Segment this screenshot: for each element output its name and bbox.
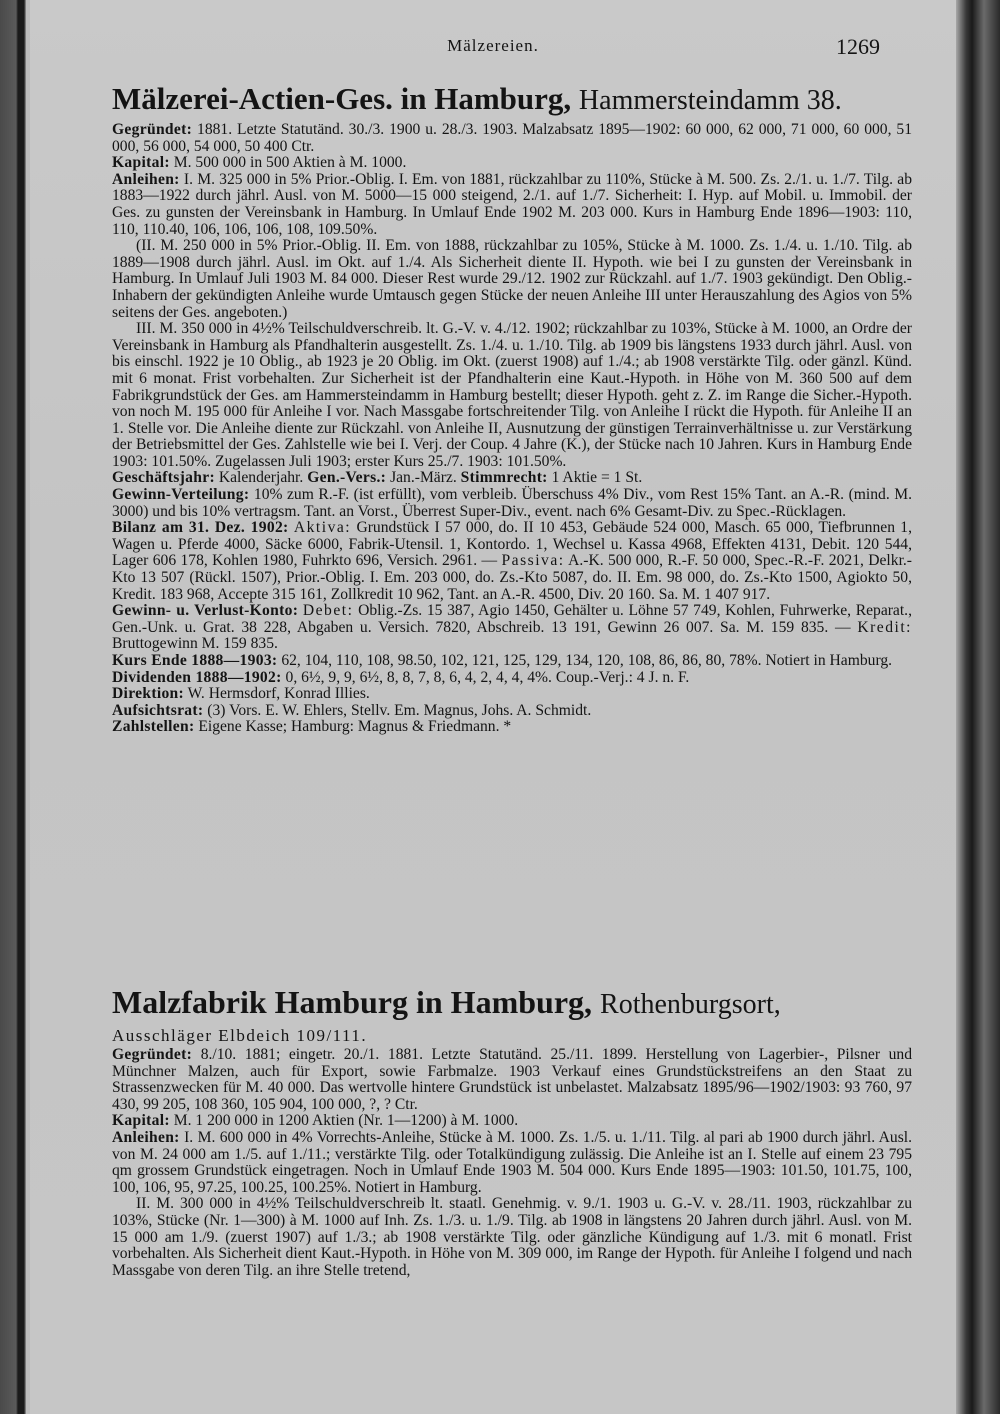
loans-text: I. M. 325 000 in 5% Prior.-Oblig. I. Em. von 1881, rückzahlbar zu 110%, Stücke à M. 500. Zs. 2./1. u. 1./7. Tilg. ab 1883—1922 durch jährl. Ausl. von M. 5000—15 000 steigend, 2./1. auf 1./7. Sicherheit: I. Hyp. auf Mobil. u. Immobil. der Ges. zu gunsten der Vereinsbank in Hamburg. In Umlauf Ende 1902 M. 203 000. Kurs in Hamburg Ende 1896—1903: 110, 110, 110.40, 106, 106, 106, 108, 109.50%.: [112, 170, 912, 238]
company-name: Mälzerei-Actien-Ges. in Hamburg,: [112, 81, 572, 116]
company-title: [112, 80, 912, 120]
scan-binding-edge-left: [0, 0, 26, 1414]
company-address: Hammersteindamm 38.: [578, 85, 842, 116]
running-title: Mälzereien.: [447, 36, 539, 55]
profit-distribution-text: 10% zum R.-F. (ist erfüllt), vom verbleib. Überschuss 4% Div., vom Rest 15% Tant. an A.-R. (mind. M. 3000) und bis 10% vertragsm. Tant. an Vorst., Überrest Super-Div., event. nach 6% Gesamt-Div. zu Spec.-Rücklagen.: [112, 486, 912, 520]
loans-paragraph-2: [112, 1130, 912, 1196]
supervisory-board-label: Aufsichtsrat:: [112, 701, 204, 719]
balance-sheet-label: Bilanz am 31. Dez. 1902:: [112, 519, 289, 537]
company-address-2: Ausschläger Elbdeich 109/111.: [112, 1026, 368, 1045]
credit-text: Bruttogewinn M. 159 835.: [112, 635, 278, 653]
paying-agents-text: Eigene Kasse; Hamburg: Magnus & Friedmann. *: [198, 718, 512, 736]
company-title-2: [112, 982, 912, 1025]
company-entry-malzfabrik-hamburg: [112, 982, 912, 1279]
supervisory-board-paragraph: [112, 703, 912, 720]
loans-text-2: I. M. 600 000 in 4% Vorrechts-Anleihe, Stücke à M. 1000. Zs. 1./5. u. 1./11. Tilg. al pari ab 1900 durch jährl. Ausl. von M. 24 000 am 1./5. auf 1./11.; verstärkte Tilg. oder Totalkündigung zulässig. Die Anleihe ist an I. Stelle auf einem 23 795 qm grossem Grundstück eingetragen. Noch in Umlauf Ende 1903 M. 504 000. Kurs Ende 1895—1903: 101.50, 101.75, 100, 100, 106, 95, 97.25, 100.25, 100.25%. Notiert in Hamburg.: [112, 1128, 912, 1196]
voting-right-label: Stimmrecht:: [460, 469, 548, 487]
voting-right-text: 1 Aktie = 1 St.: [551, 469, 643, 487]
capital-label: Kapital:: [112, 154, 170, 172]
founded-paragraph: [112, 122, 912, 155]
profit-loss-paragraph: [112, 603, 912, 653]
liabilities-label: Passiva:: [501, 552, 565, 570]
fiscal-year-label: Geschäftsjahr:: [112, 469, 215, 487]
capital-text-2: M. 1 200 000 in 1200 Aktien (Nr. 1—1200) à M. 1000.: [173, 1112, 519, 1130]
credit-label: Kredit:: [857, 618, 912, 636]
balance-sheet-paragraph: [112, 520, 912, 603]
running-head: [30, 36, 956, 60]
general-meeting-label: Gen.-Vers.:: [307, 469, 387, 487]
assets-label: Aktiva:: [293, 519, 352, 537]
paying-agents-paragraph: [112, 719, 912, 736]
scan-binding-edge-right: [956, 0, 1000, 1414]
capital-paragraph-2: [112, 1113, 912, 1130]
company-place-2: Rothenburgsort,: [600, 989, 781, 1020]
dividends-label: Dividenden 1888—1902:: [112, 668, 282, 686]
loans-paragraph: [112, 172, 912, 238]
dividends-text: 0, 6½, 9, 9, 6½, 8, 8, 7, 8, 6, 4, 2, 4, 4, 4%. Coup.-Verj.: 4 J. n. F.: [285, 668, 690, 686]
share-price-text: 62, 104, 110, 108, 98.50, 102, 121, 125, 129, 134, 120, 108, 86, 86, 80, 78%. Notiert in Hamburg.: [281, 652, 893, 669]
management-paragraph: [112, 686, 912, 703]
capital-text: M. 500 000 in 500 Aktien à M. 1000.: [173, 154, 407, 172]
fiscal-year-text: Kalenderjahr.: [218, 469, 304, 487]
debit-text: Oblig.-Zs. 15 387, Agio 1450, Gehälter u. Löhne 57 749, Kohlen, Fuhrwerke, Reparat., Gen.-Unk. u. Grat. 38 228, Abgaben u. Versich. 7820, Abschreib. 13 191, Gewinn 26 007. Sa. M. 159 835. —: [112, 602, 912, 636]
share-price-paragraph: [112, 653, 912, 670]
dividends-paragraph: [112, 670, 912, 687]
profit-distribution-label: Gewinn-Verteilung:: [112, 486, 250, 504]
founded-paragraph-2: [112, 1047, 912, 1113]
company-name-2: Malzfabrik Hamburg in Hamburg,: [112, 984, 593, 1020]
assets-text: Grundstück I 57 000, do. II 10 453, Gebäude 524 000, Masch. 65 000, Tiefbrunnen 1, Wagen u. Pferde 4000, Säcke 6000, Fabrik-Utensil. 1, Kontordo. 1, Wechsel u. Kassa 4968, Effekten 4131, Debit. 120 544, Lager 606 178, Kohlen 1980, Fuhrkto 696, Versich. 2961. —: [112, 519, 912, 570]
loan-ii-paragraph-2: II. M. 300 000 in 4½% Teilschuldverschreib lt. staatl. Genehmig. v. 9./1. 1903 u. G.-V. v. 28./11. 1903, rückzahlbar zu 103%, Stücke (Nr. 1—300) à M. 1000 auf Inh. Zs. 1./3. u. 1./9. Tilg. ab 1908 in längstens 20 Jahren durch jährl. Ausl. von M. 15 000 am 1./9. (zuerst 1907) auf 1./3.; ab 1908 verstärkte Tilg. oder gänzliche Kündigung auf 1./3. mit 6 monatl. Frist vorbehalten. Als Sicherheit dient Kaut.-Hypoth. in Höhe von M. 309 000, im Range der Hypoth. für Anleihe I folgend und nach Massgabe von deren Tilg. an ihre Stelle tretend,: [112, 1195, 912, 1279]
loans-label: Anleihen:: [112, 170, 180, 188]
management-text: W. Hermsdorf, Konrad Illies.: [187, 685, 370, 703]
founded-label: Gegründet:: [112, 121, 193, 138]
document-page: [30, 0, 956, 1414]
share-price-label: Kurs Ende 1888—1903:: [112, 652, 278, 669]
page-number: 1269: [836, 34, 880, 59]
debit-label: Debet:: [302, 602, 354, 620]
capital-label-2: Kapital:: [112, 1112, 170, 1130]
profit-loss-label: Gewinn- u. Verlust-Konto:: [112, 602, 299, 620]
loans-label-2: Anleihen:: [112, 1128, 180, 1146]
founded-text: 1881. Letzte Statutänd. 30./3. 1900 u. 28./3. 1903. Malzabsatz 1895—1902: 60 000, 62 000, 71 000, 60 000, 51 000, 56 000, 54 000, 50 400 Ctr.: [112, 121, 912, 155]
loan-ii-paragraph: (II. M. 250 000 in 5% Prior.-Oblig. II. Em. von 1888, rückzahlbar zu 105%, Stücke à M. 1000. Zs. 1./4. u. 1./10. Tilg. ab 1889—1908 durch jährl. Ausl. im Okt. auf 1./4. Als Sicherheit diente II. Hypoth. wie bei I zu gunsten der Vereinsbank in Hamburg. In Umlauf Juli 1903 M. 84 000. Dieser Rest wurde 29./12. 1902 zur Rückzahl. auf 1./7. 1903 gekündigt. Den Oblig.-Inhabern der gekündigten Anleihe wurde Umtausch gegen Stücke der neuen Anleihe III unter Herauszahlung des Agios von 5% seitens der Ges. angeboten.): [112, 237, 912, 321]
profit-distribution-paragraph: [112, 487, 912, 520]
general-meeting-text: Jan.-März.: [390, 469, 457, 487]
founded-text-2: 8./10. 1881; eingetr. 20./1. 1881. Letzte Statutänd. 25./11. 1899. Herstellung von Lagerbier-, Pilsner und Münchner Malzen, auch für Export, sowie Farbmalze. 1903 Verkauf eines Grundstückstreifens an den Staat zu Strassenzwecken für M. 40 000. Das wertvolle hintere Grundstück ist unbelastet. Malzabsatz 1895/96—1902/1903: 93 760, 97 430, 99 205, 108 360, 105 904, 100 000, ?, ? Ctr.: [112, 1046, 913, 1113]
company-entry-maelzerei-actien-ges: [112, 80, 912, 736]
founded-label-2: Gegründet:: [112, 1046, 193, 1063]
paying-agents-label: Zahlstellen:: [112, 718, 195, 736]
loan-iii-paragraph: III. M. 350 000 in 4½% Teilschuldverschreib. lt. G.-V. v. 4./12. 1902; rückzahlbar zu 103%, Stücke à M. 1000, an Ordre der Vereinsbank in Hamburg als Pfandhalterin ausgestellt. Zs. 1./4. u. 1./10. Tilg. ab 1909 bis längstens 1933 durch jährl. Ausl. von bis einschl. 1922 je 10 Oblig., ab 1923 je 20 Oblig. im Okt. (zuerst 1908) auf 1./4.; ab 1908 verstärkte Tilg. oder gänzl. Künd. mit 6 monat. Frist vorbehalten. Zur Sicherheit ist der Pfandhalterin eine Kaut.-Hypoth. in Höhe von M. 360 500 auf dem Fabrikgrundstück der Ges. am Hammersteindamm in Hamburg bestellt; dieser Hypoth. geht z. Z. im Range die Sicher.-Hypoth. von noch M. 195 000 für Anleihe I vor. Nach Massgabe fortschreitender Tilg. von Anleihe I rückt die Hypoth. für Anleihe II an 1. Stelle vor. Die Anleihe diente zur Rückzahl. von Anleihe II, Ausnutzung der günstigen Terrainverhältnisse u. zur Verstärkung der Betriebsmittel der Ges. Zahlstelle wie bei I. Verj. der Coup. 4 Jahre (K.), der Stücke nach 10 Jahren. Kurs in Hamburg Ende 1903: 101.50%. Zugelassen Juli 1903; erster Kurs 25./7. 1903: 101.50%.: [112, 320, 912, 470]
capital-paragraph: [112, 155, 912, 172]
management-label: Direktion:: [112, 685, 185, 703]
supervisory-board-text: (3) Vors. E. W. Ehlers, Stellv. Em. Magnus, Johs. A. Schmidt.: [207, 701, 592, 719]
fiscal-year-paragraph: [112, 470, 912, 487]
liabilities-text: A.-K. 500 000, R.-F. 50 000, Spec.-R.-F. 2021, Delkr.-Kto 13 507 (Rückl. 1507), Prior.-Oblig. I. Em. 203 000, do. Zs.-Kto 5087, do. II. Em. 98 000, do. Zs.-Kto 1500, Agiokto 50, Kredit. 183 968, Accepte 315 161, Zollkredit 10 962, Tant. an A.-R. 4500, Div. 20 160. Sa. M. 1 407 917.: [112, 552, 912, 603]
